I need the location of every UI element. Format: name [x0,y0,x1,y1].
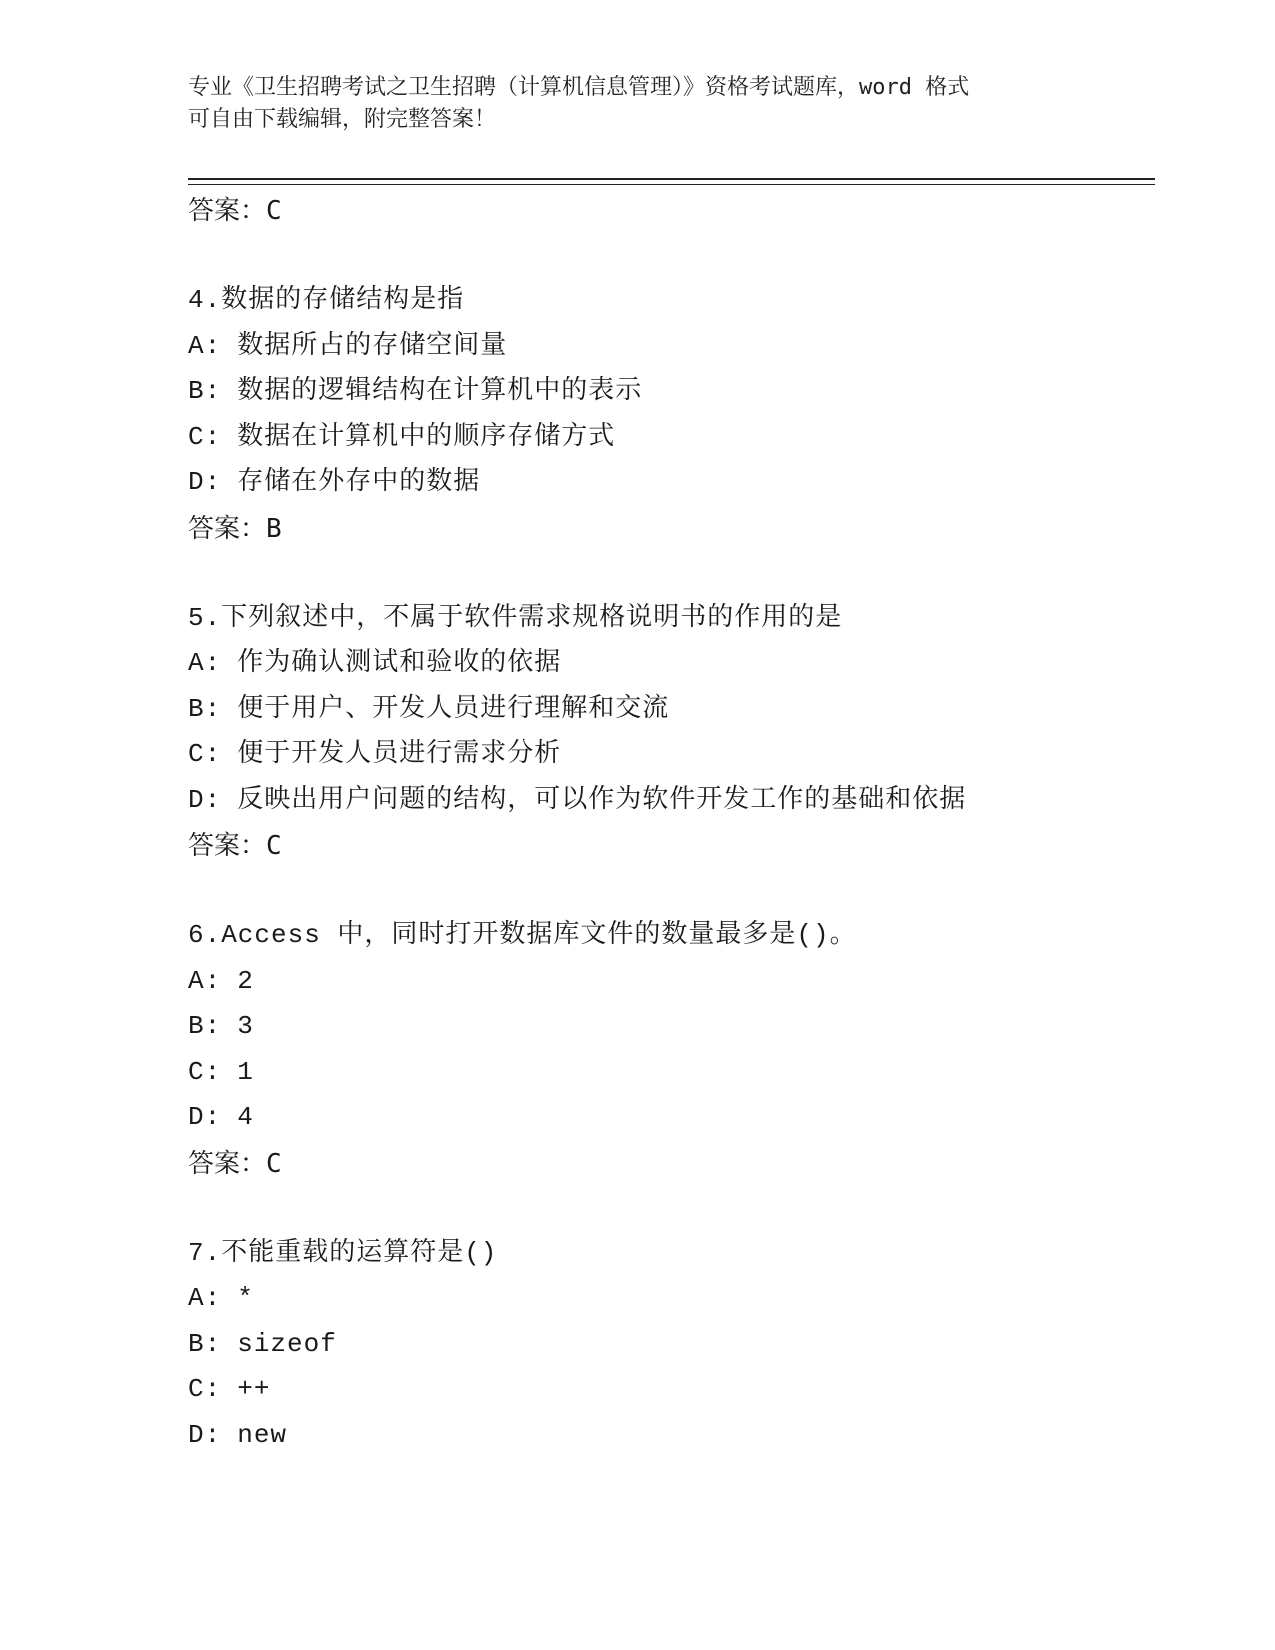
question-stem: 4.数据的存储结构是指 [188,285,465,315]
option-a [188,1276,1155,1322]
header-divider-thick [188,178,1155,180]
option-b [188,369,1155,415]
option-text: sizeof [237,1328,337,1359]
option-label: D: [188,1419,222,1450]
option-text: new [237,1419,288,1450]
option-text: 便于开发人员进行需求分析 [237,739,562,769]
option-text: 数据所占的存储空间量 [237,330,508,361]
question-stem: 5.下列叙述中，不属于软件需求规格说明书的作用的是 [188,602,843,633]
option-d [188,1413,1155,1459]
option-c [188,1367,1155,1413]
page-header [188,72,1088,136]
option-text: 数据在计算机中的顺序存储方式 [237,421,616,452]
header-line-1: 专业《卫生招聘考试之卫生招聘（计算机信息管理）》资格考试题库，word 格式 [188,75,970,100]
option-b [188,1322,1155,1368]
answer-line: 答案：C [188,1148,282,1179]
question-item [188,913,1155,1187]
option-label: C: [188,421,222,452]
answer-line: 答案：B [188,513,282,544]
option-label: D: [188,467,222,497]
option-a [188,959,1155,1005]
option-a [188,324,1155,370]
option-label: C: [188,1374,222,1404]
header-divider-thin [188,184,1155,185]
option-b [188,687,1155,733]
option-label: B: [188,1328,222,1359]
answer-line: 答案：C [188,196,282,226]
question-stem: 6.Access 中，同时打开数据库文件的数量最多是()。 [188,920,857,950]
option-label: B: [188,693,222,724]
option-text: 作为确认测试和验收的依据 [237,648,562,678]
option-text: ++ [237,1374,271,1404]
option-text: 存储在外存中的数据 [237,467,481,497]
option-text: 3 [237,1011,254,1041]
option-label: B: [188,1011,222,1041]
option-label: A: [188,330,222,361]
option-d [188,778,1155,824]
option-label: B: [188,376,222,406]
option-label: D: [188,784,222,815]
option-text: * [237,1283,254,1313]
option-label: D: [188,1102,222,1132]
option-c [188,1050,1155,1096]
option-c [188,732,1155,778]
option-label: A: [188,648,222,678]
option-text: 数据的逻辑结构在计算机中的表示 [237,376,643,406]
option-text: 2 [237,965,254,996]
option-text: 便于用户、开发人员进行理解和交流 [237,693,670,724]
option-d [188,460,1155,506]
option-b [188,1004,1155,1050]
option-a [188,641,1155,687]
answer-line: 答案：C [188,831,282,861]
option-label: C: [188,1056,222,1087]
option-label: C: [188,739,222,769]
question-item [188,1231,1155,1459]
header-line-2: 可自由下载编辑，附完整答案！ [188,107,497,132]
option-text: 反映出用户问题的结构，可以作为软件开发工作的基础和依据 [237,784,967,815]
question-stem: 7.不能重载的运算符是() [188,1237,498,1268]
question-item [188,278,1155,552]
option-text: 1 [237,1056,254,1087]
question-item [188,596,1155,870]
option-d [188,1095,1155,1141]
option-c [188,415,1155,461]
option-label: A: [188,1283,222,1313]
option-label: A: [188,965,222,996]
option-text: 4 [237,1102,254,1132]
question-list [188,188,1155,1458]
